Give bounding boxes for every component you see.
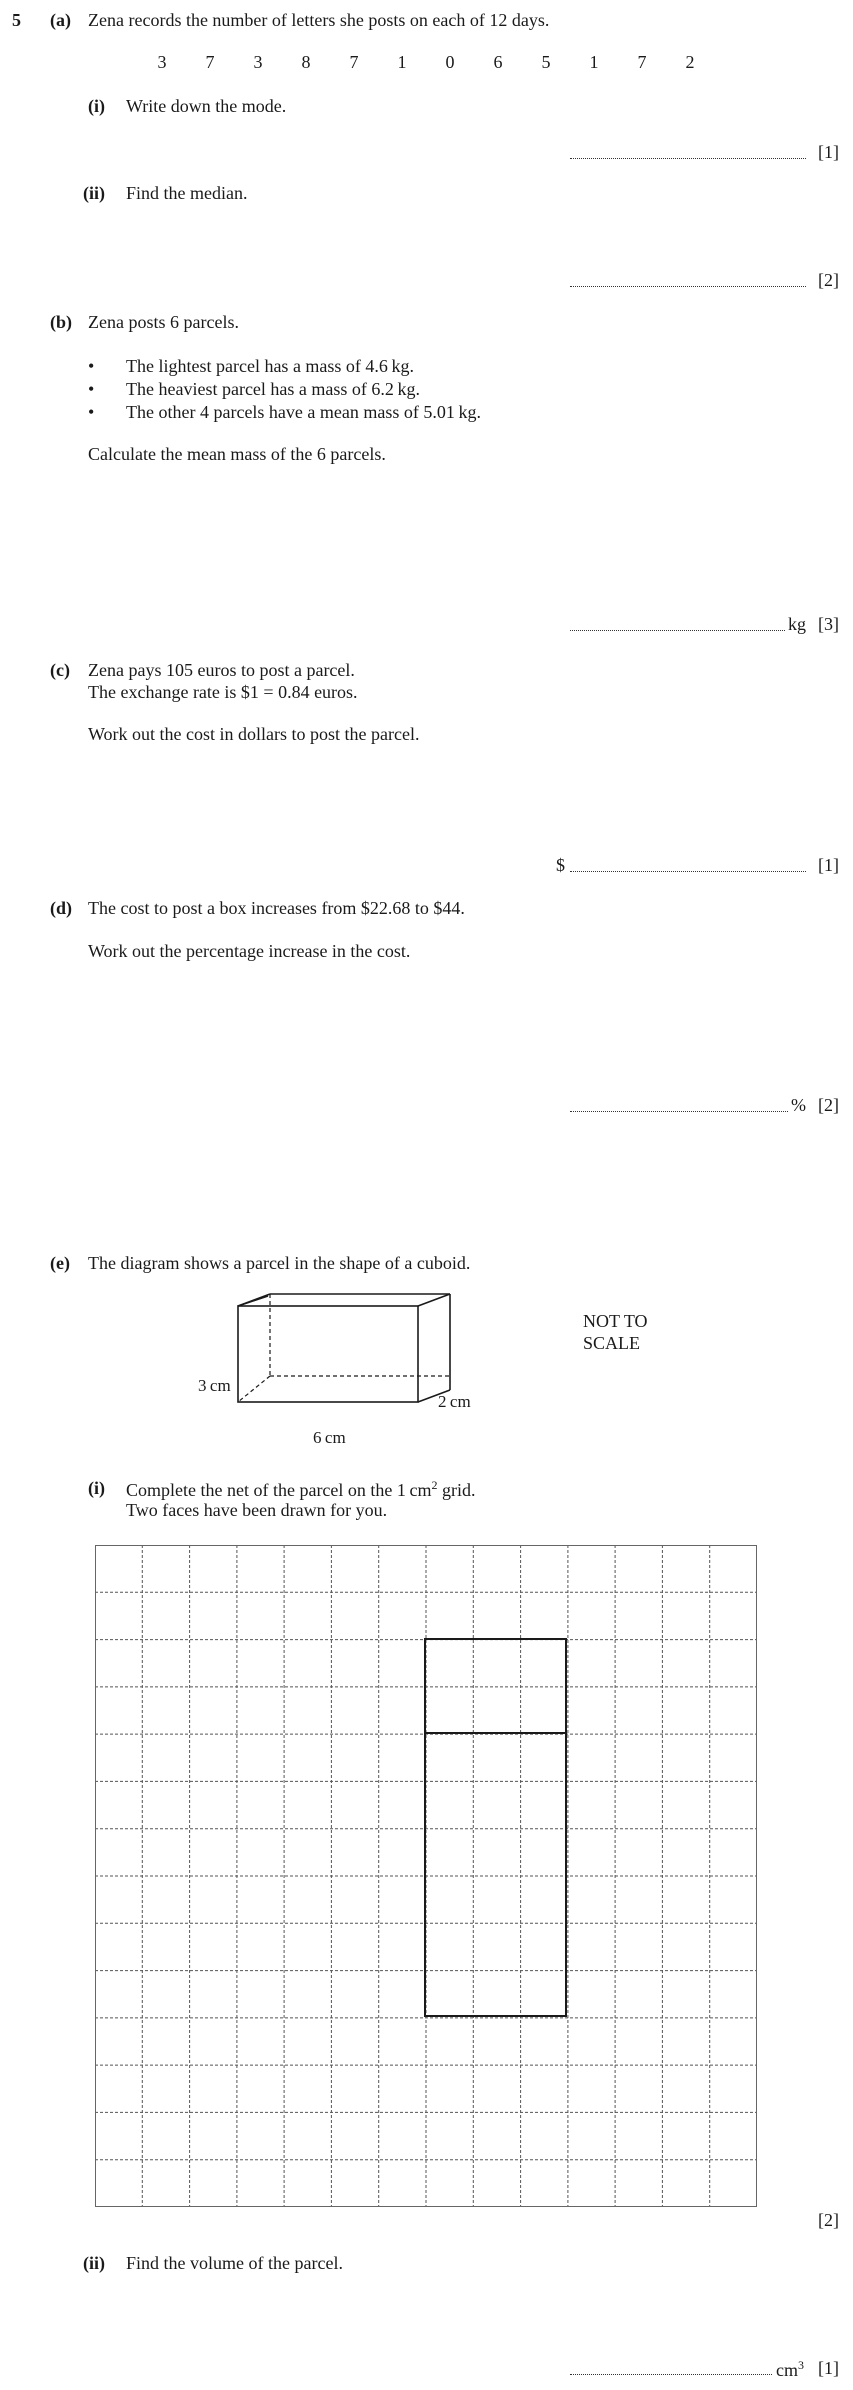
- data-value: 3: [253, 52, 263, 72]
- cuboid-front-face: [238, 1306, 418, 1402]
- mark-a-i: [1]: [818, 142, 839, 162]
- mark-a-ii: [2]: [818, 270, 839, 290]
- not-to-scale-line2: SCALE: [583, 1333, 641, 1353]
- mark-e-ii: [1]: [818, 2358, 839, 2378]
- bullet-icon: •: [88, 356, 95, 376]
- data-value: 7: [637, 52, 647, 72]
- answer-line-percentage[interactable]: [570, 1111, 788, 1112]
- part-e-i-text-main: Complete the net of the parcel on the 1 cm: [126, 1480, 432, 1500]
- bullet-item: The heaviest parcel has a mass of 6.2 kg.: [126, 379, 421, 399]
- answer-line-volume[interactable]: [570, 2374, 772, 2375]
- data-value: 8: [301, 52, 311, 72]
- part-a-label: (a): [50, 10, 71, 30]
- bullet-item: The lightest parcel has a mass of 4.6 kg.: [126, 356, 415, 376]
- data-value: 5: [541, 52, 551, 72]
- part-e-i-text-end: grid.: [437, 1480, 476, 1500]
- part-e-ii-text: Find the volume of the parcel.: [126, 2253, 343, 2273]
- unit-percent: %: [791, 1095, 806, 1115]
- part-b-text: Zena posts 6 parcels.: [88, 312, 239, 332]
- cuboid-diagram: [230, 1288, 460, 1438]
- mark-d: [2]: [818, 1095, 839, 1115]
- net-face-front: [425, 1733, 566, 2016]
- not-to-scale-line1: NOT TO: [583, 1311, 648, 1331]
- part-d-instruction: Work out the percentage increase in the cost.: [88, 941, 411, 961]
- bullet-icon: •: [88, 379, 95, 399]
- part-b-label: (b): [50, 312, 72, 332]
- bullet-item: The other 4 parcels have a mean mass of 5.01 kg.: [126, 402, 481, 422]
- part-a-text: Zena records the number of letters she posts on each of 12 days.: [88, 10, 550, 30]
- data-value: 6: [493, 52, 503, 72]
- letters-data-list: [138, 52, 714, 74]
- question-number: 5: [12, 10, 21, 30]
- data-value: 7: [205, 52, 215, 72]
- part-e-ii-label: (ii): [83, 2253, 105, 2273]
- data-value: 1: [589, 52, 599, 72]
- unit-cm3: [776, 2358, 804, 2382]
- dollar-prefix: $: [556, 855, 565, 875]
- answer-line-median[interactable]: [570, 286, 806, 287]
- unit-kg: kg: [788, 614, 806, 634]
- mark-e-i: [2]: [818, 2210, 839, 2230]
- data-value: 7: [349, 52, 359, 72]
- part-a-ii-text: Find the median.: [126, 183, 248, 203]
- part-a-ii-label: (ii): [83, 183, 105, 203]
- bullet-icon: •: [88, 402, 95, 422]
- part-e-text: The diagram shows a parcel in the shape of a cuboid.: [88, 1253, 471, 1273]
- net-face-top: [425, 1639, 566, 1733]
- part-e-i-label: (i): [88, 1478, 105, 1498]
- unit-cm: cm: [776, 2360, 798, 2380]
- answer-line-mean-mass[interactable]: [570, 630, 785, 631]
- part-c-instruction: Work out the cost in dollars to post the parcel.: [88, 724, 420, 744]
- dim-depth-label: 2 cm: [438, 1392, 471, 1411]
- mark-b: [3]: [818, 614, 839, 634]
- part-a-i-label: (i): [88, 96, 105, 116]
- part-c-line2: The exchange rate is $1 = 0.84 euros.: [88, 682, 358, 702]
- part-c-line1: Zena pays 105 euros to post a parcel.: [88, 660, 355, 680]
- answer-line-mode[interactable]: [570, 158, 806, 159]
- net-grid[interactable]: [95, 1545, 757, 2207]
- data-value: 2: [685, 52, 695, 72]
- answer-line-dollars[interactable]: [570, 871, 806, 872]
- part-b-instruction: Calculate the mean mass of the 6 parcels.: [88, 444, 386, 464]
- part-e-label: (e): [50, 1253, 70, 1273]
- part-e-i-text: [126, 1478, 476, 1502]
- part-d-label: (d): [50, 898, 72, 918]
- data-value: 0: [445, 52, 455, 72]
- part-e-i-line2: Two faces have been drawn for you.: [126, 1500, 388, 1520]
- data-value: 1: [397, 52, 407, 72]
- part-c-label: (c): [50, 660, 70, 680]
- mark-c: [1]: [818, 855, 839, 875]
- part-d-text: The cost to post a box increases from $22.68 to $44.: [88, 898, 465, 918]
- data-value: 3: [157, 52, 167, 72]
- part-a-i-text: Write down the mode.: [126, 96, 287, 116]
- dim-height-label: 3 cm: [198, 1376, 231, 1395]
- superscript-2: 2: [431, 1478, 438, 1492]
- dim-length-label: 6 cm: [313, 1428, 346, 1447]
- superscript-3: 3: [798, 2358, 804, 2372]
